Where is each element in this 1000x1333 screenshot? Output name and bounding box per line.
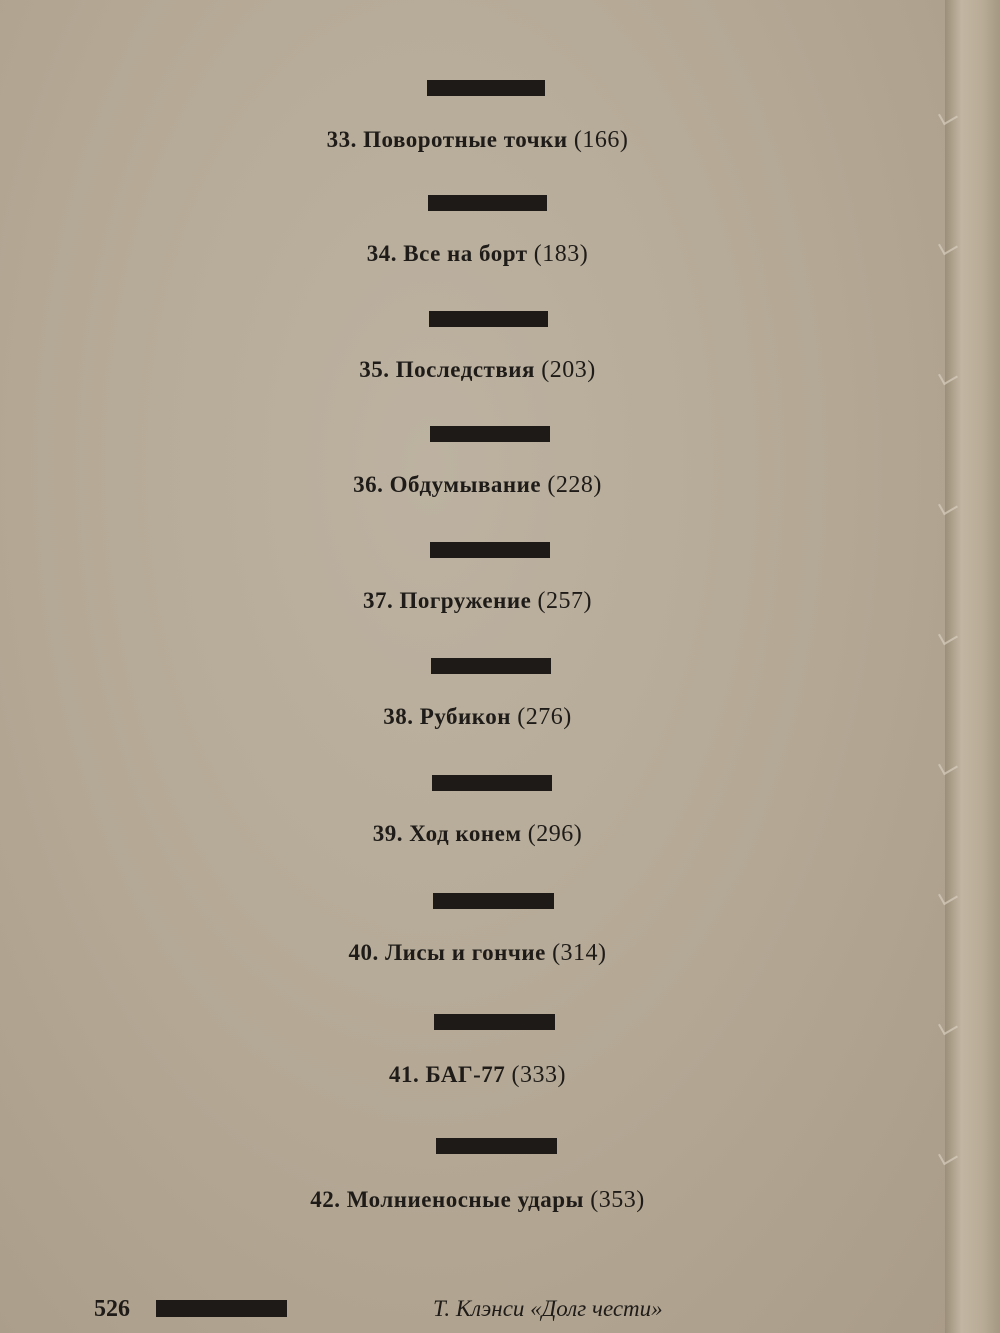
chapter-number: 34. bbox=[366, 241, 397, 266]
chapter-title: Ход конем bbox=[409, 821, 522, 846]
separator-bar bbox=[428, 195, 547, 211]
chapter-title: Все на борт bbox=[403, 241, 528, 266]
chapter-page: (183) bbox=[533, 241, 589, 267]
page-edge bbox=[945, 0, 1000, 1333]
chapter-page: (333) bbox=[511, 1062, 567, 1088]
separator-bar bbox=[433, 893, 554, 909]
chapter-page: (353) bbox=[590, 1187, 645, 1213]
chapter-number: 33. bbox=[326, 127, 357, 152]
separator-bar bbox=[432, 775, 552, 791]
running-title: Т. Клэнси «Долг чести» bbox=[433, 1296, 663, 1321]
chapter-number: 41. bbox=[388, 1062, 420, 1087]
toc-entry bbox=[0, 311, 955, 384]
separator-bar bbox=[430, 542, 550, 558]
chapter-line bbox=[0, 588, 955, 615]
chapter-line bbox=[0, 241, 955, 268]
separator-bar bbox=[429, 311, 548, 327]
chapter-title: Поворотные точки bbox=[363, 127, 568, 152]
toc-entry bbox=[0, 1138, 955, 1214]
chapter-title: Молниеносные удары bbox=[346, 1187, 585, 1212]
chapter-page: (296) bbox=[527, 821, 583, 847]
toc-entry bbox=[0, 80, 955, 154]
chapter-title: Рубикон bbox=[419, 704, 511, 729]
chapter-line bbox=[0, 1062, 955, 1089]
toc-entry bbox=[0, 1014, 955, 1089]
separator-bar bbox=[430, 426, 550, 442]
chapter-line bbox=[0, 472, 955, 499]
chapter-number: 42. bbox=[310, 1187, 341, 1212]
chapter-title: Последствия bbox=[395, 357, 535, 382]
chapter-title: Обдумывание bbox=[389, 472, 542, 497]
chapter-line bbox=[0, 821, 955, 848]
chapter-page: (203) bbox=[541, 357, 596, 383]
chapter-number: 38. bbox=[383, 704, 414, 729]
chapter-title: БАГ-77 bbox=[425, 1062, 506, 1087]
separator-bar bbox=[434, 1014, 555, 1030]
chapter-number: 35. bbox=[359, 357, 390, 382]
chapter-page: (166) bbox=[573, 127, 629, 153]
chapter-title: Погружение bbox=[399, 588, 532, 613]
chapter-page: (276) bbox=[517, 704, 572, 730]
toc-entry bbox=[0, 775, 955, 848]
chapter-page: (228) bbox=[547, 472, 602, 498]
chapter-line bbox=[0, 357, 955, 384]
toc-entry bbox=[0, 542, 955, 615]
toc-entry bbox=[0, 426, 955, 499]
chapter-number: 36. bbox=[353, 472, 384, 497]
page-footer bbox=[88, 1292, 748, 1328]
chapter-line bbox=[0, 940, 955, 967]
footer-separator-bar bbox=[156, 1300, 287, 1317]
separator-bar bbox=[436, 1138, 557, 1154]
toc-entry bbox=[0, 893, 955, 967]
chapter-page: (314) bbox=[552, 940, 607, 966]
chapter-page: (257) bbox=[537, 588, 593, 614]
toc-entry bbox=[0, 658, 955, 731]
separator-bar bbox=[427, 80, 545, 96]
separator-bar bbox=[431, 658, 551, 674]
chapter-number: 40. bbox=[348, 940, 379, 965]
chapter-line bbox=[0, 127, 955, 154]
chapter-line bbox=[0, 1187, 955, 1214]
chapter-line bbox=[0, 704, 955, 731]
chapter-number: 39. bbox=[372, 821, 404, 846]
chapter-number: 37. bbox=[362, 588, 394, 613]
toc-entry bbox=[0, 195, 955, 268]
chapter-title: Лисы и гончие bbox=[384, 940, 546, 965]
page-number: 526 bbox=[94, 1296, 130, 1322]
